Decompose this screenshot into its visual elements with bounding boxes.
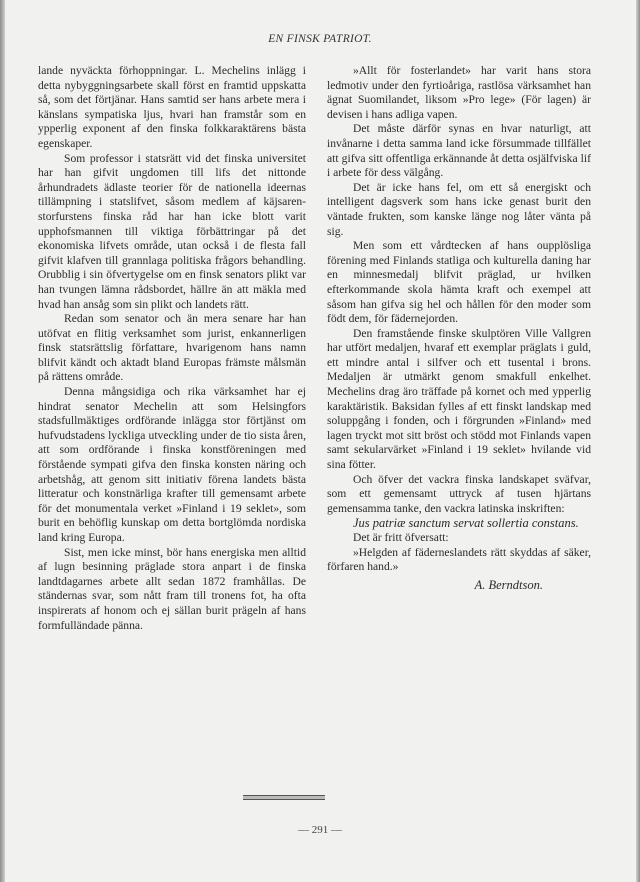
paragraph: Redan som senator och än mera senare har han utöfvat en flitig verksamhet som jurist, enkannerligen finsk statsrättslig författare, hvarigenom hans namn blifvit kändt och aktadt bland Europas främste målsmän på rättens område. xyxy=(38,312,306,384)
paragraph: »Allt för fosterlandet» har varit hans stora ledmotiv under den fyrtioåriga, rastlösa värksamhet han ägnat Suomilandet, liksom »Pro lege» (För lagen) är devisen i hans adliga vapen. xyxy=(327,64,591,121)
page-number: — 291 — xyxy=(298,824,342,836)
paragraph: Som professor i statsrätt vid det finska universitet har han gifvit ungdomen till lifs det nittonde århundradets ädlaste teorier för de nationella ideernas tillämpning i statslifvet, såsom medlem af käjsaren-storfurstens finska råd har han icke blott varit upphofsmannen till viktiga förbättringar på det ekonomiska lifvets område, utan också i de flesta fall gifvit klafven till grannlaga politiska frågors behandling. Orubblig i sin öfvertygelse om en finsk senators plikt var han tvungen lämna rådsbordet, hällre än att mäkla med hvad han ansåg som sin plikt och landets rätt. xyxy=(38,151,306,311)
latin-inscription: Jus patriæ sanctum servat sollertia constans. xyxy=(353,516,579,531)
paragraph: Men som ett vårdtecken af hans oupplösliga förening med Finlands statliga och kulturella daning har en minnesmedalj blifvit präglad, ur hvilken efterkommande skola hämta kraft och exempel att såsom han gifva sig hel och hållen för den moder som födt dem, för fädernejorden. xyxy=(327,239,591,326)
paragraph: Den framstående finske skulptören Ville Vallgren har utfört medaljen, hvaraf ett exemplar präglats i guld, ett mindre antal i silfver och ett tusental i brons. Medaljen är utmärkt genom smakfull enkelhet. Mechelins drag äro träffade på kornet och med ypperlig karaktäristik. Baksidan fylles af ett finskt landskap med soluppgång i fonden, och i förgrunden »Finland» med lagen tryckt mot sitt bröst och stödd mot Finlands vapen samt sekularvärket »Finland i 19 seklet» hvilande vid sina fötter. xyxy=(327,326,591,472)
paragraph: Det är fritt öfversatt: xyxy=(353,531,449,544)
paragraph: Sist, men icke minst, bör hans energiska men alltid af lugn besinning präglade stora anpart i de finska landtdagarnes arbete allt sedan 1872 framhållas. De ständernas svar, som nått fram till tronens fot, ha ofta inspirerats af honom och ej sällan burit prägeln af hans formfulländade pänna. xyxy=(38,545,306,632)
paragraph: Denna mångsidiga och rika värksamhet har ej hindrat senator Mechelin att som Helsingfors stadsfullmäktiges ordförande inlägga stor förtjänst om hufvudstadens lyckliga utveckling under de tio sista åren, att som ordförande i finska konstföreningen med förstående sympati gifva den finska konsten näring och arbetshåg, att genom sitt initiativ förena landets bästa litteratur och konstnärliga krafter till gemensamt arbete för det monumentala verket »Finland i 19 seklet», som burit en behöflig kunskap om detta bortglömda nordiska land kring Europa. xyxy=(38,385,306,544)
right-column xyxy=(327,64,591,592)
paragraph: Det är icke hans fel, om ett så energiskt och intelligent dagsverk som hans icke genast burit den väntade frukten, som kanske länge nog låter vänta på sig. xyxy=(327,180,591,238)
author-signature: A. Berndtson. xyxy=(474,577,543,592)
scan-edge-right xyxy=(636,0,640,882)
translation-quote: »Helgden af fäderneslandets rätt skyddas af säker, förfaren hand.» xyxy=(327,545,591,574)
left-column xyxy=(38,64,306,633)
paragraph: lande nyväckta förhoppningar. L. Mechelins inlägg i detta nybyggningsarbete skall först en framtid uppskatta så, som det förtjänar. Hans samtid ser hans arbete mera i känslans sympatiska ljus, hvari han framstår som en ypperlig exponent af den finska folkkaraktärens bästa egenskaper. xyxy=(38,64,306,150)
paragraph: Det måste därför synas en hvar naturligt, att invånarne i detta samma land icke försummade tillfället att gifva sitt offentliga erkännande åt detta osjälfviska lif i arbete för dess välgång. xyxy=(327,122,591,180)
running-head: EN FINSK PATRIOT. xyxy=(268,33,372,45)
paragraph: Och öfver det vackra finska landskapet sväfvar, som ett gemensamt uttryck af tusen hjärtans gemensamma tanke, den vackra latinska inskriften: xyxy=(327,472,591,515)
scan-edge-left xyxy=(0,0,5,882)
end-rule-divider xyxy=(243,795,325,800)
